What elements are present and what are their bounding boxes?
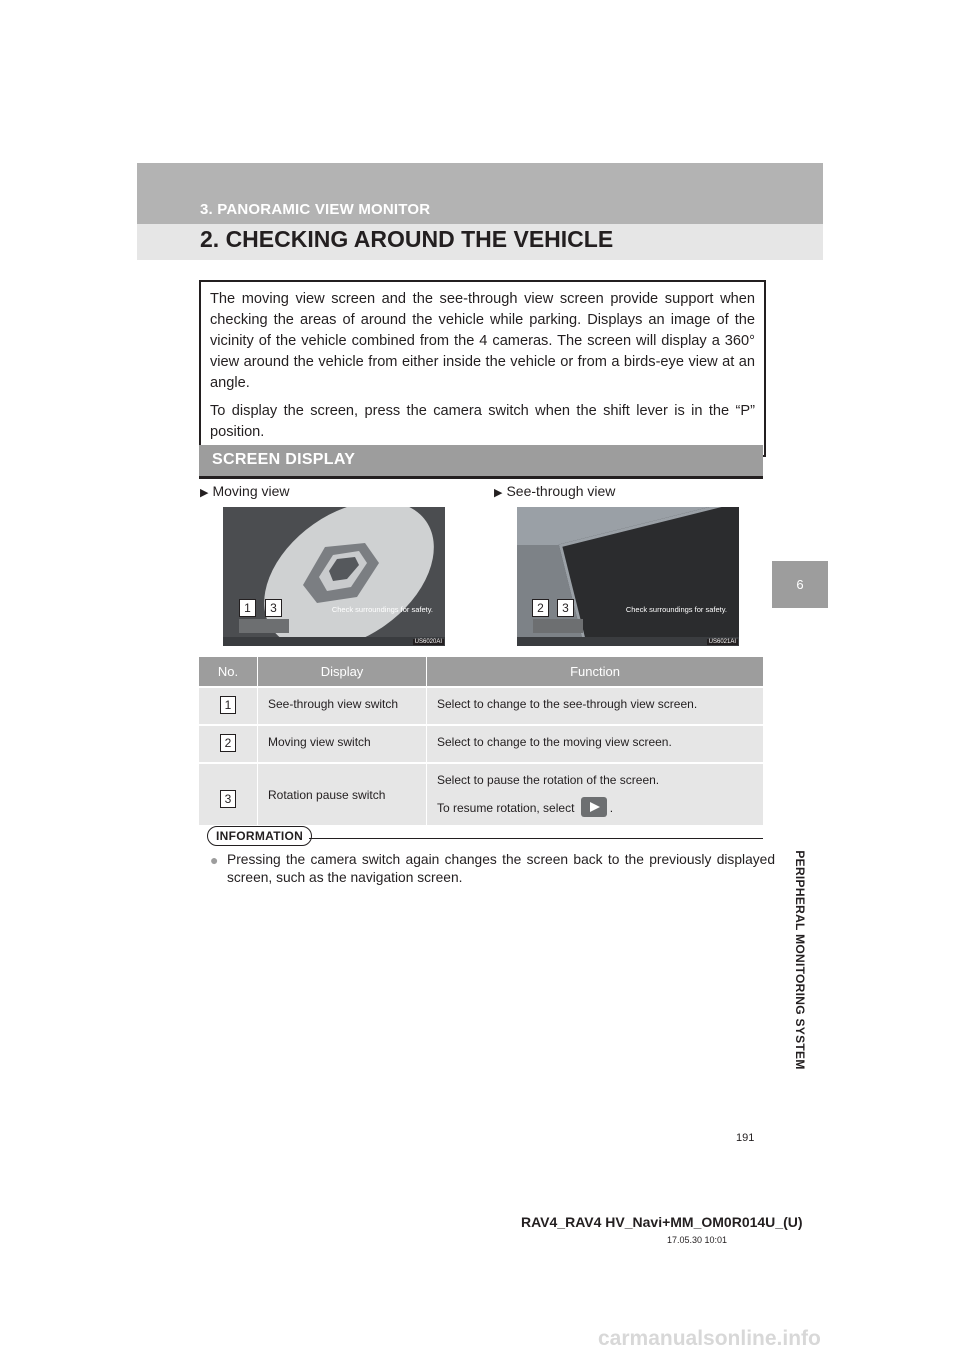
row-function-line-1: Select to pause the rotation of the screen. <box>437 773 660 787</box>
row-number-badge: 1 <box>220 696 236 714</box>
triangle-bullet-icon: ▶ <box>494 487 503 499</box>
table-row <box>199 687 763 725</box>
see-through-view-control-bar[interactable] <box>533 619 583 633</box>
document-code: RAV4_RAV4 HV_Navi+MM_OM0R014U_(U) <box>521 1214 803 1230</box>
column-header-function: Function <box>427 657 764 687</box>
document-timestamp: 17.05.30 10:01 <box>667 1235 728 1245</box>
page-number: 191 <box>736 1132 755 1144</box>
see-through-view-callout-2: 2 <box>532 599 549 617</box>
screen-display-banner-label: SCREEN DISPLAY <box>212 451 356 468</box>
moving-view-control-bar[interactable] <box>239 619 289 633</box>
section-label: 3. PANORAMIC VIEW MONITOR <box>200 201 431 218</box>
table-header-row <box>199 657 763 687</box>
moving-view-callout-1: 1 <box>239 599 256 617</box>
row-display-cell: Moving view switch <box>258 725 427 763</box>
table-row <box>199 763 763 825</box>
watermark: carmanualsonline.info <box>598 1327 821 1350</box>
intro-paragraph-1: The moving view screen and the see-through view screen provide support when checking the areas of around the vehicle while parking. Displays an image of the vicinity of the vehicle combined from the 4 cameras. The screen will display a 360° view around the vehicle from either inside the vehicle or from a birds-eye view at an angle. <box>210 291 755 391</box>
page-title: 2. CHECKING AROUND THE VEHICLE <box>200 226 614 252</box>
see-through-view-screenshot <box>517 507 739 646</box>
intro-paragraph-2: To display the screen, press the camera switch when the shift lever is in the “P” position. <box>210 403 755 440</box>
see-through-view-image-code: US6021AI <box>708 639 736 645</box>
column-header-no: No. <box>199 657 258 687</box>
screen-display-banner <box>199 445 763 479</box>
moving-view-callout-3: 3 <box>265 599 282 617</box>
row-display-cell: Rotation pause switch <box>258 763 427 825</box>
row-function-line-2: To resume rotation, select . <box>437 797 753 817</box>
play-icon <box>581 797 607 817</box>
vehicle-icon <box>295 537 385 607</box>
see-through-view-caption: Check surroundings for safety. <box>625 605 727 614</box>
row-display-cell: See-through view switch <box>258 687 427 725</box>
row-number-cell <box>199 687 258 725</box>
switch-reference-table <box>199 657 763 825</box>
see-through-view-label: ▶ See-through view <box>494 483 616 499</box>
bullet-dot-icon: ● <box>210 852 219 868</box>
chapter-tab: 6 <box>772 561 828 608</box>
information-text: Pressing the camera switch again changes the screen back to the previously displayed screen, such as the navigation screen. <box>227 852 775 885</box>
chapter-side-label: PERIPHERAL MONITORING SYSTEM <box>793 850 807 1070</box>
moving-view-screenshot <box>223 507 445 646</box>
intro-box <box>199 280 766 457</box>
row-number-cell <box>199 763 258 825</box>
triangle-bullet-icon: ▶ <box>200 487 209 499</box>
row-number-badge: 2 <box>220 734 236 752</box>
column-header-display: Display <box>258 657 427 687</box>
moving-view-label: ▶ Moving view <box>200 483 290 499</box>
table-row <box>199 725 763 763</box>
information-divider <box>309 838 763 839</box>
row-function-cell: Select to change to the see-through view screen. <box>427 687 764 725</box>
information-text-block <box>210 851 775 887</box>
information-badge: INFORMATION <box>207 826 312 846</box>
row-number-badge: 3 <box>220 790 236 808</box>
moving-view-caption: Check surroundings for safety. <box>331 605 433 614</box>
row-function-cell <box>427 763 764 825</box>
moving-view-image-code: US6020AI <box>414 639 442 645</box>
see-through-view-callout-3: 3 <box>557 599 574 617</box>
row-number-cell <box>199 725 258 763</box>
row-function-cell: Select to change to the moving view screen. <box>427 725 764 763</box>
